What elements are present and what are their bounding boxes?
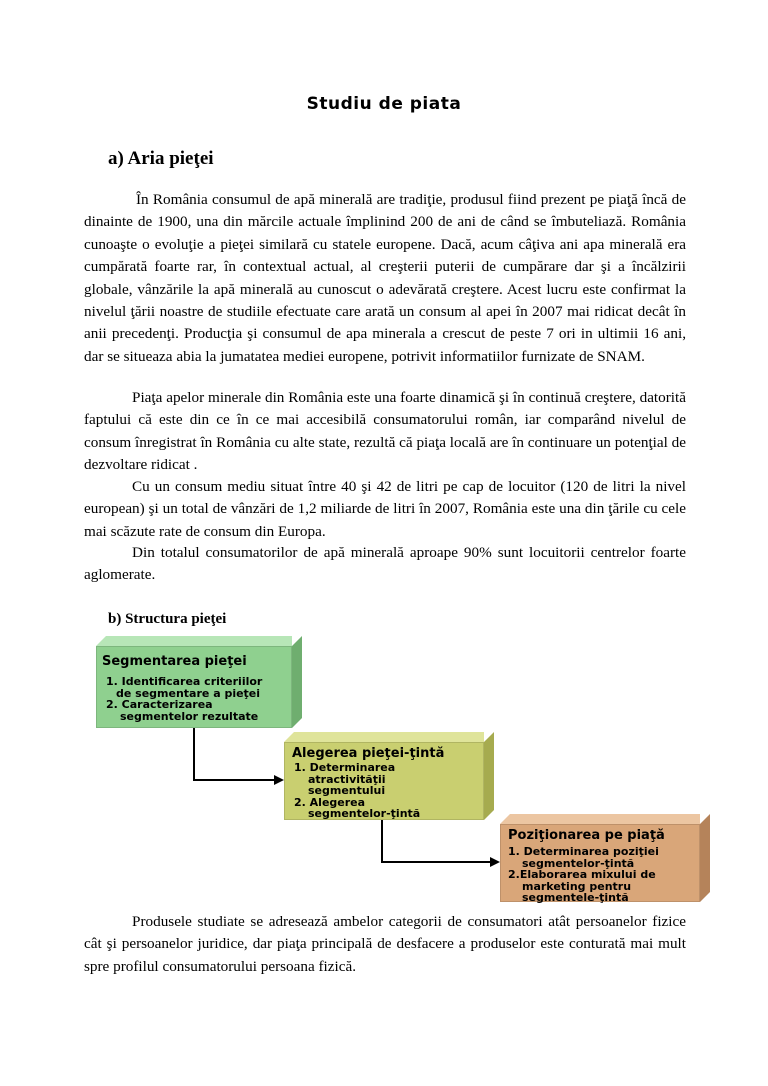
arrow-right-icon <box>490 857 500 867</box>
list-item: 1. Identificarea criteriilor <box>106 675 263 688</box>
list-item: 2.Elaborarea mixului de <box>508 868 656 881</box>
connector-line <box>381 820 383 862</box>
connector-line <box>193 728 195 780</box>
list-item: 1. Determinarea <box>294 761 396 774</box>
paragraph: Cu un consum mediu situat între 40 şi 42 de litri pe cap de locuitor (120 de litri la nivel european) şi un total de vânzări de 1,2 miliarde de litri în 2007, România este una din ţările cu cele mai scăzute rate de consum din Europa. <box>84 478 686 540</box>
box-title: Poziţionarea pe piaţă <box>508 828 665 843</box>
box-segmentarea <box>96 636 302 728</box>
market-structure-diagram <box>96 636 712 908</box>
list-item: segmentele-ţintă <box>522 891 629 904</box>
list-item: segmentului <box>308 784 386 797</box>
list-item: 2. Caracterizarea <box>106 698 213 711</box>
paragraph: Din totalul consumatorilor de apă minerală aproape 90% sunt locuitorii centrelor foarte aglomerate. <box>84 544 686 584</box>
list-item: 1. Determinarea poziţiei <box>508 845 659 858</box>
list-item: de segmentare a pieţei <box>116 686 261 700</box>
list-item: marketing pentru <box>522 879 632 893</box>
connector-line <box>381 861 491 863</box>
list-item: segmentelor-ţintă <box>522 856 635 870</box>
section-heading-structura: b) Structura pieţei <box>108 611 227 627</box>
box-pozitionarea <box>500 814 710 902</box>
box-title: Alegerea pieţei-ţintă <box>292 746 445 761</box>
section-heading-aria: a) Aria pieţei <box>108 148 214 169</box>
list-item: atractivităţii <box>308 772 386 786</box>
box-alegerea <box>284 732 494 820</box>
connector-line <box>193 779 275 781</box>
box-title: Segmentarea pieţei <box>102 654 247 669</box>
list-item: segmentelor-ţintă <box>308 807 421 820</box>
paragraph: Piaţa apelor minerale din România este una foarte dinamică şi în continuă creştere, datorită faptului că este din ce în ce mai accesibilă consumatorului român, iar comparând nivelul de consum înregistrat în România cu alte state, rezultă că piaţa locală are în continuare un potenţial de dezvoltare ridicat . <box>84 389 686 474</box>
arrow-right-icon <box>274 775 284 785</box>
paragraph: În România consumul de apă minerală are tradiţie, produsul fiind prezent pe piaţă încă de dinainte de 1900, una din mărcile actuale împlinind 200 de ani de când se îmbuteliază. România cunoaşte o evoluţie a pieţei similară cu statele europene. Dacă, acum câţiva ani apa minerală era cumpărată foarte rar, în contextual actual, al creşterii puterii de cumpărare dar şi a încălzirii globale, vânzările la apă minerală au cunoscut o adevărată creştere. Acest lucru este confirmat la nivelul ţării noastre de studiile efectuate care arată un consum al apei în 2007 mai ridicat decât în anii precedenţi. Producţia şi consumul de apa minerala a crescut de peste 7 ori in ultimii 16 ani, dar se situeaza abia la jumatatea mediei europene, potrivit informatiilor furnizate de SNAM. <box>84 191 686 365</box>
page-title: Studiu de piata <box>306 94 462 114</box>
paragraph: Produsele studiate se adresează ambelor categorii de consumatori atât persoanelor fizice cât şi persoanelor juridice, dar piaţa principală de desfacere a produselor este conturată mai mult spre profilul consumatorului persoana fizică. <box>84 913 686 975</box>
list-item: segmentelor rezultate <box>120 709 259 723</box>
list-item: 2. Alegerea <box>294 795 366 809</box>
